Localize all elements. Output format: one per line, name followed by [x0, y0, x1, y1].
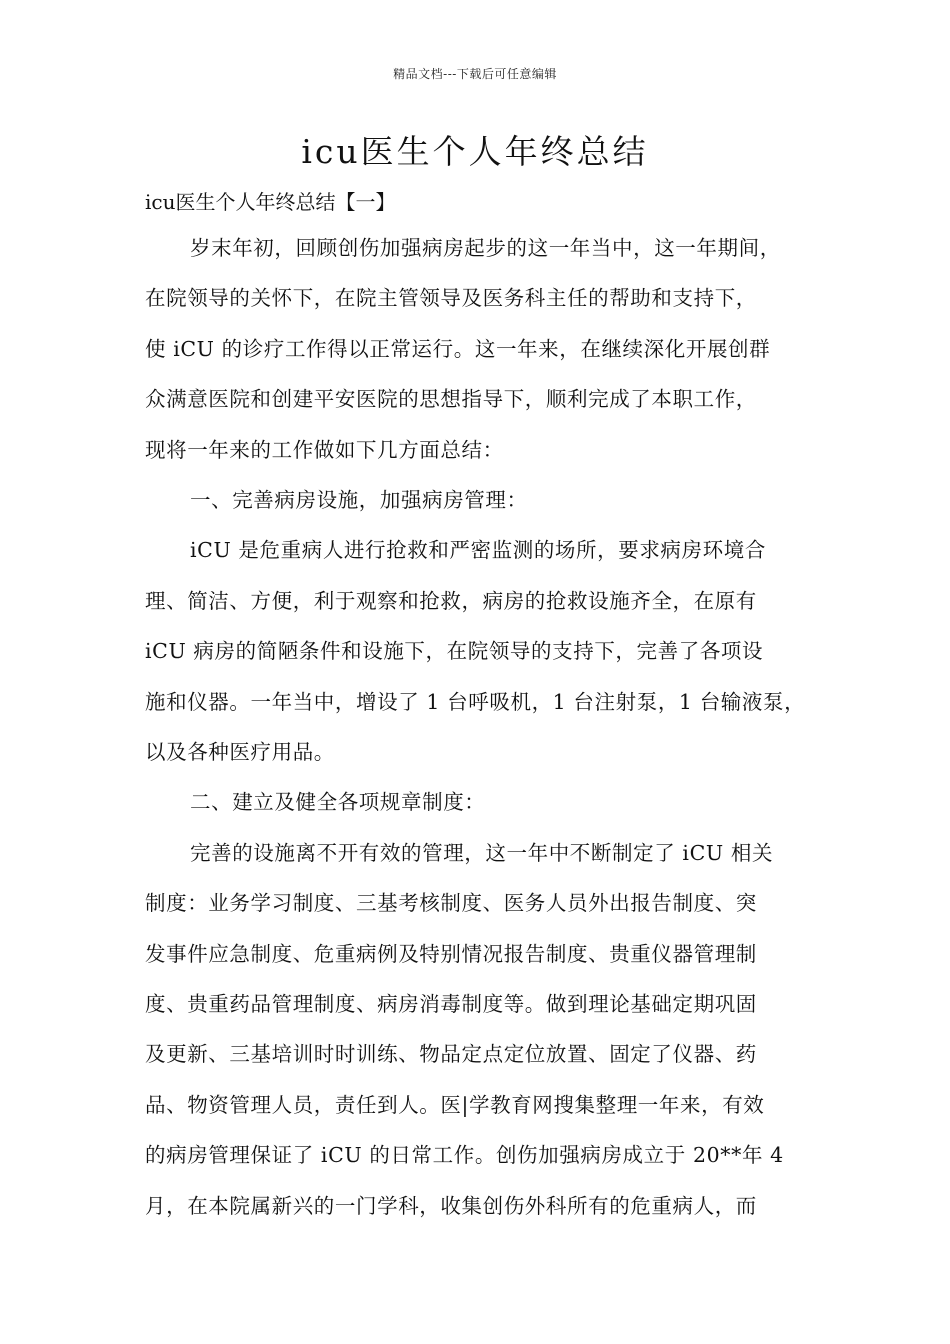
body-line: 施和仪器。一年当中，增设了 1 台呼吸机，1 台注射泵，1 台输液泵，	[145, 689, 806, 714]
body-line: 制度：业务学习制度、三基考核制度、医务人员外出报告制度、突	[145, 891, 757, 916]
body-line: 二、建立及健全各项规章制度：	[190, 790, 486, 815]
body-line: 月，在本院属新兴的一门学科，收集创伤外科所有的危重病人，而	[145, 1193, 757, 1218]
body-line: 发事件应急制度、危重病例及特别情况报告制度、贵重仪器管理制	[145, 941, 757, 966]
document-title: icu医生个人年终总结	[301, 132, 649, 171]
body-line: 使 iCU 的诊疗工作得以正常运行。这一年来，在继续深化开展创群	[145, 336, 771, 361]
body-line: 现将一年来的工作做如下几方面总结：	[145, 437, 504, 462]
body-line: iCU 病房的简陋条件和设施下，在院领导的支持下，完善了各项设	[145, 639, 764, 664]
body-line: 以及各种医疗用品。	[145, 740, 335, 764]
body-line: 的病房管理保证了 iCU 的日常工作。创伤加强病房成立于 20**年 4	[145, 1143, 784, 1168]
body-line: 完善的设施离不开有效的管理，这一年中不断制定了 iCU 相关	[190, 840, 774, 865]
body-line: 在院领导的关怀下，在院主管领导及医务科主任的帮助和支持下，	[145, 286, 757, 311]
section-heading: icu医生个人年终总结【一】	[145, 190, 396, 214]
body-line: 度、贵重药品管理制度、病房消毒制度等。做到理论基础定期巩固	[145, 992, 757, 1016]
body-line: 一、完善病房设施，加强病房管理：	[190, 488, 528, 512]
body-line: iCU 是危重病人进行抢救和严密监测的场所，要求病房环境合	[190, 538, 766, 563]
header-note: 精品文档---下载后可任意编辑	[393, 67, 557, 81]
body-line: 理、简洁、方便，利于观察和抢救，病房的抢救设施齐全，在原有	[145, 588, 757, 613]
body-line: 众满意医院和创建平安医院的思想指导下，顺利完成了本职工作，	[145, 387, 757, 412]
body-line: 岁末年初，回顾创伤加强病房起步的这一年当中，这一年期间，	[190, 236, 781, 260]
body-line: 及更新、三基培训时时训练、物品定点定位放置、固定了仪器、药	[145, 1042, 757, 1067]
body-line: 品、物资管理人员，责任到人。医|学教育网搜集整理一年来，有效	[145, 1092, 765, 1117]
